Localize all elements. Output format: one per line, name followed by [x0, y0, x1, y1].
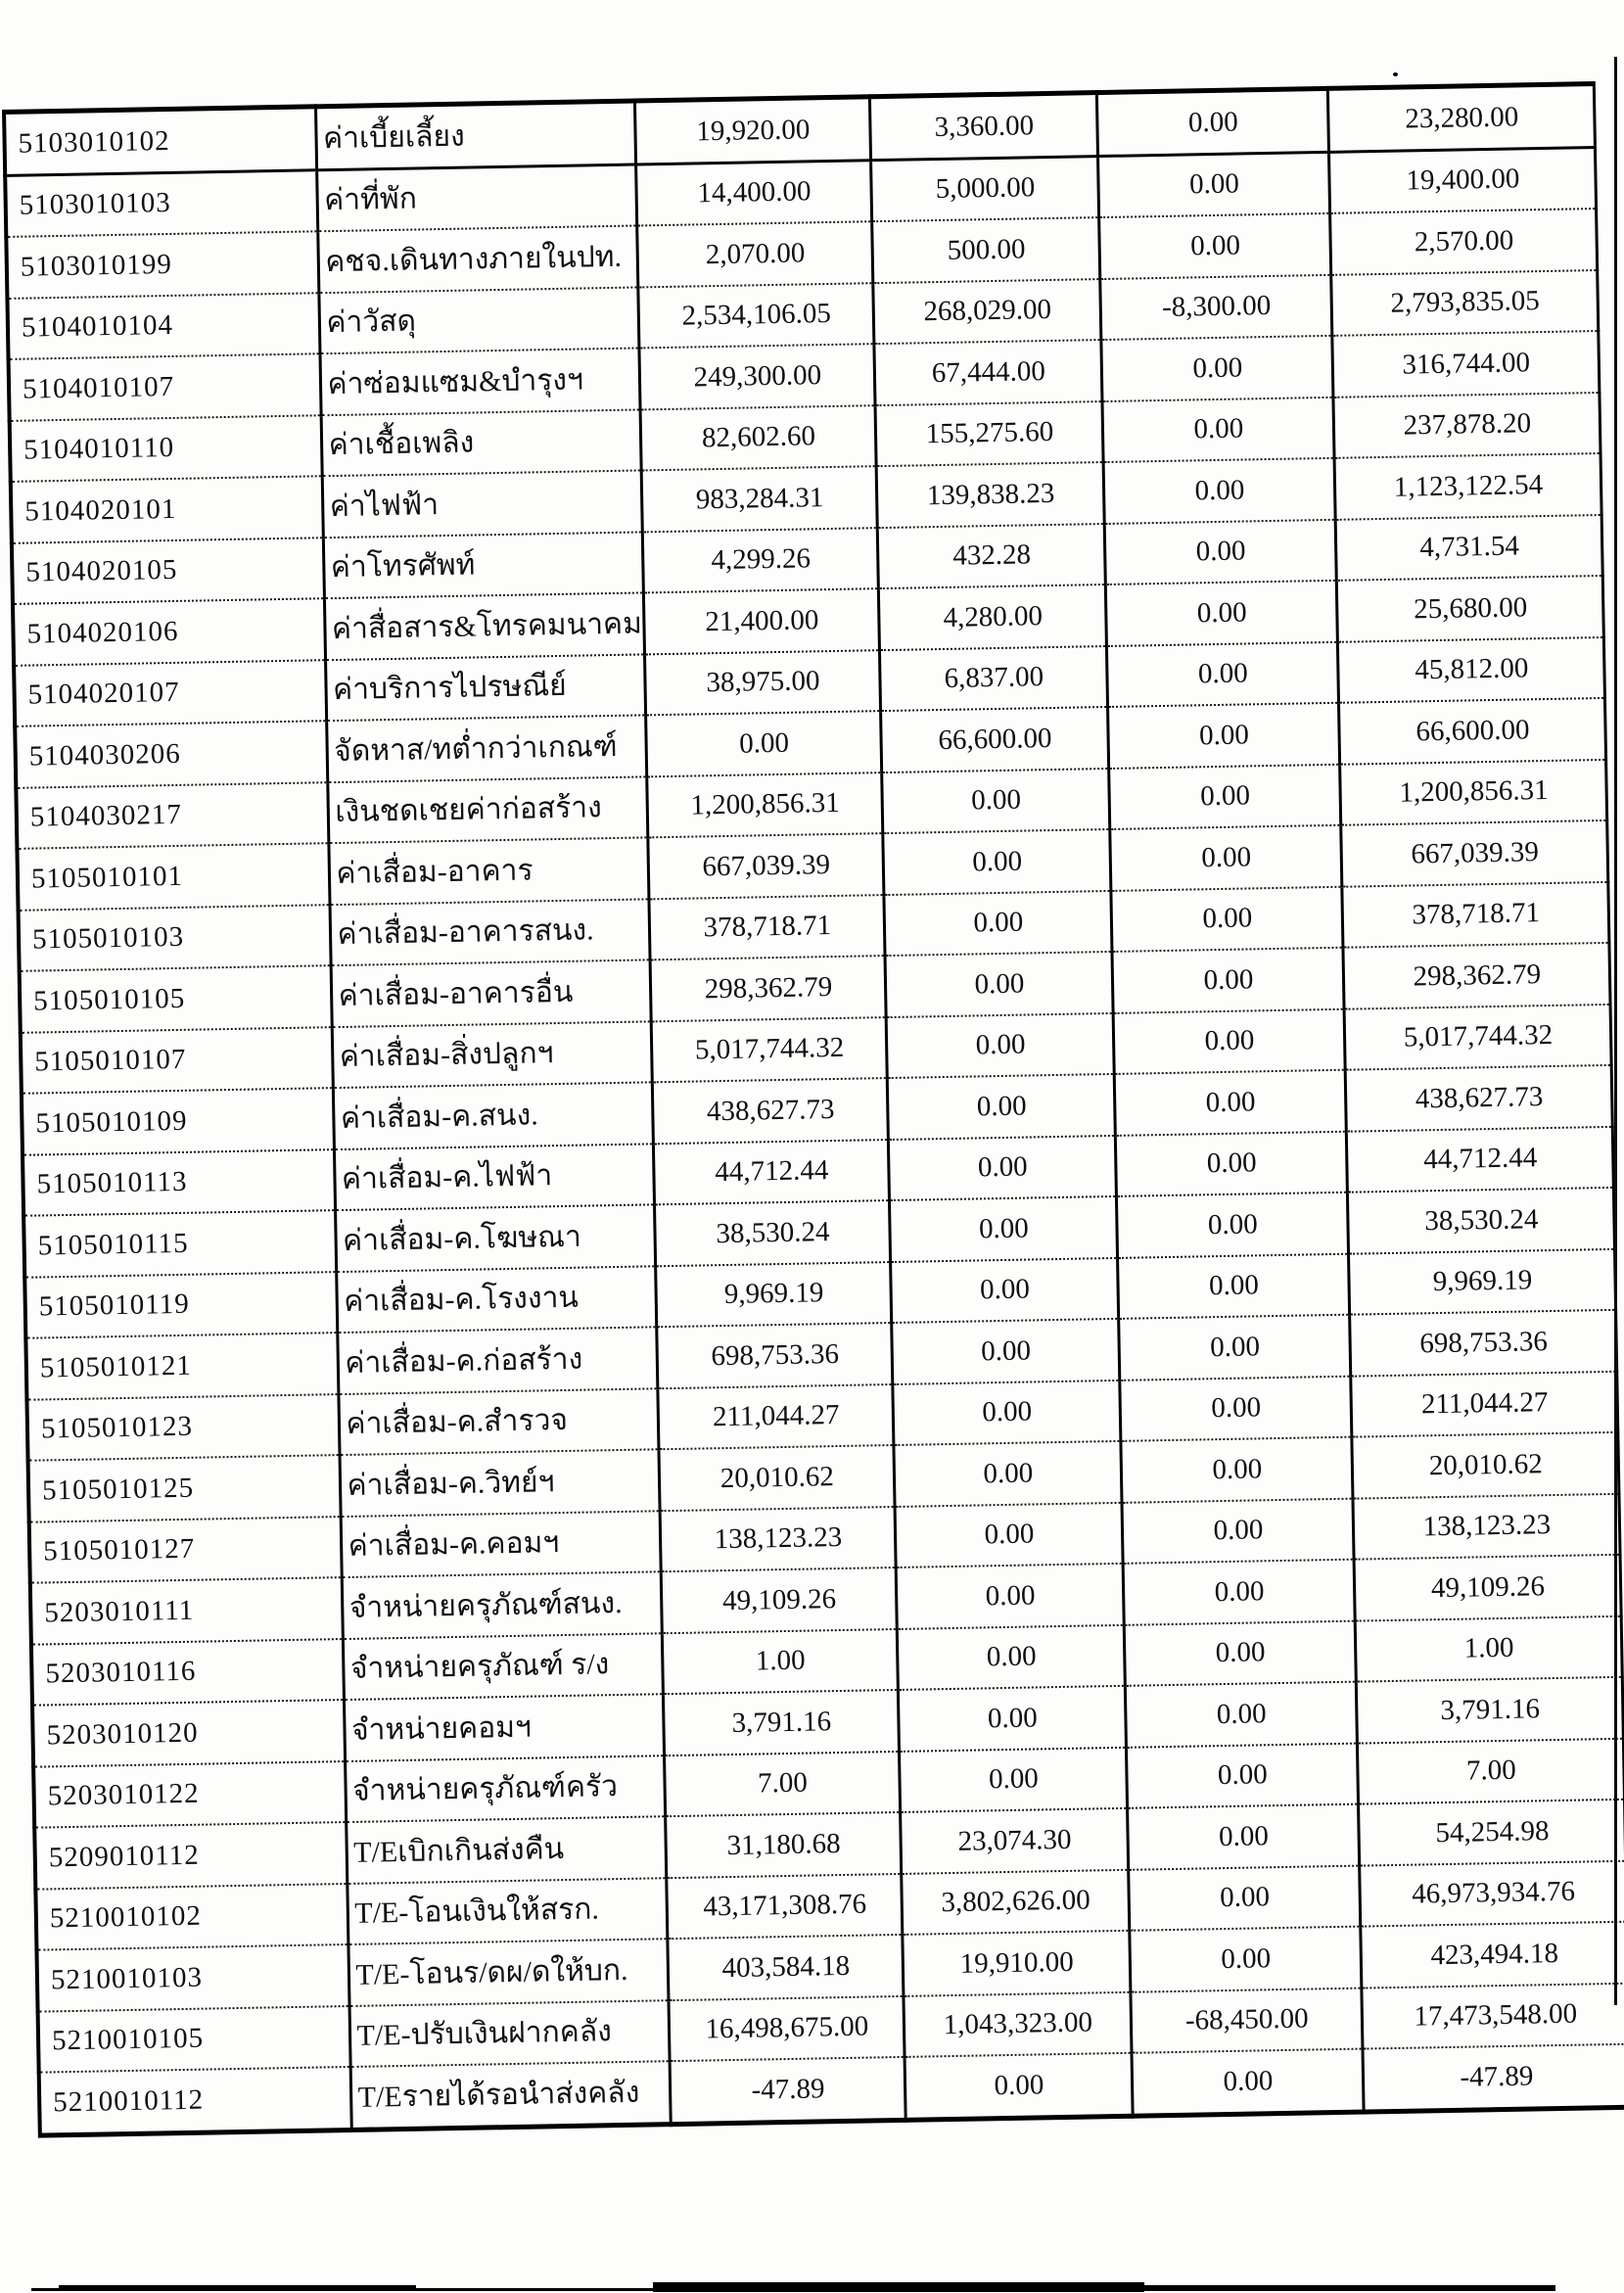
account-code-cell: 5104010110 [10, 415, 322, 482]
account-ledger-table [2, 81, 1624, 2137]
amount3-cell: 0.00 [1097, 88, 1329, 156]
account-code-cell: 5105010107 [21, 1027, 333, 1094]
amount3-cell: 0.00 [1120, 1376, 1352, 1441]
amount2-cell: 0.00 [893, 1380, 1121, 1445]
total-cell: 2,793,835.05 [1331, 270, 1599, 336]
account-name-cell: จำหน่ายครุภัณฑ์ ร/ง [343, 1633, 664, 1700]
account-code-cell: 5105010115 [23, 1210, 336, 1277]
ledger-sheet [2, 81, 1624, 2137]
amount3-cell: 0.00 [1113, 1008, 1345, 1074]
total-cell: 66,600.00 [1339, 698, 1606, 764]
amount3-cell: 0.00 [1118, 1253, 1350, 1319]
account-table-body [4, 84, 1624, 2135]
account-code-cell: 5105010121 [25, 1333, 338, 1399]
amount2-cell: 5,000.00 [871, 156, 1099, 221]
account-code-cell: 5103010103 [5, 169, 317, 237]
account-name-cell: T/Eเบิกเกินส่งคืน [346, 1816, 667, 1883]
amount2-cell: 0.00 [882, 768, 1110, 833]
amount3-cell: 0.00 [1107, 641, 1339, 707]
amount3-cell: 0.00 [1111, 886, 1343, 952]
amount3-cell: 0.00 [1116, 1131, 1348, 1196]
account-code-cell: 5203010116 [31, 1639, 344, 1706]
scan-bottom-bar-segment [1144, 2285, 1555, 2291]
amount1-cell: 16,498,675.00 [669, 1995, 905, 2061]
total-cell: 25,680.00 [1337, 576, 1604, 641]
total-cell: 17,473,548.00 [1362, 1983, 1624, 2048]
account-name-cell: ค่าเชื้อเพลิง [321, 409, 642, 476]
amount2-cell: 155,275.60 [875, 401, 1103, 467]
total-cell: 23,280.00 [1404, 101, 1519, 135]
account-name-cell: T/Eรายได้รอนำส่งคลัง [350, 2061, 672, 2129]
account-code-cell: 5210010112 [39, 2067, 351, 2135]
amount2-cell: 0.00 [891, 1257, 1119, 1323]
scan-bottom-bar-segment [653, 2282, 1144, 2292]
account-code-cell: 5210010103 [36, 1944, 348, 2011]
account-code-cell: 5210010105 [38, 2005, 350, 2072]
total-cell: 2,570.00 [1330, 209, 1598, 274]
total-cell: 4,731.54 [1336, 514, 1603, 580]
amount1-cell: 20,010.62 [659, 1445, 895, 1511]
amount2-cell: 500.00 [872, 217, 1100, 283]
amount2-cell: 0.00 [892, 1319, 1120, 1384]
amount2-cell: 3,802,626.00 [902, 1869, 1130, 1935]
amount1-cell: 7.00 [665, 1751, 901, 1816]
total-cell: 298,362.79 [1343, 943, 1610, 1008]
total-cell: 378,718.71 [1342, 881, 1609, 947]
amount2-cell: 0.00 [895, 1502, 1123, 1568]
account-code-cell: 5104030217 [16, 782, 328, 849]
amount3-cell: 0.00 [1102, 397, 1334, 462]
account-name-cell: T/E-ปรับเงินฝากคลัง [349, 2000, 671, 2067]
account-name-cell: จำหน่ายครุภัณฑ์ครัว [345, 1755, 666, 1822]
total-cell: 316,744.00 [1332, 331, 1600, 397]
total-cell: 20,010.62 [1352, 1432, 1619, 1498]
account-name-cell: T/E-โอนร/ดผ/ดให้บก. [348, 1939, 669, 2005]
amount2-cell: 0.00 [889, 1135, 1117, 1200]
amount1-cell: 1.00 [663, 1628, 899, 1694]
account-name-cell: ค่าไฟฟ้า [322, 470, 643, 537]
total-cell: 49,109.26 [1354, 1555, 1621, 1620]
account-code-cell: 5103010102 [4, 107, 316, 175]
amount1-cell: 4,299.26 [643, 528, 879, 593]
account-code-cell: 5203010120 [32, 1700, 345, 1766]
amount1-cell: 49,109.26 [662, 1568, 898, 1633]
account-name-cell: ค่าเสื่อม-สิ่งปลูกฯ [332, 1021, 653, 1088]
account-code-cell: 5105010119 [24, 1272, 337, 1338]
amount1-cell: 667,039.39 [648, 833, 884, 899]
amount3-cell: 0.00 [1132, 2049, 1364, 2116]
account-name-cell: ค่าโทรศัพท์ [323, 532, 644, 598]
amount2-cell: 3,360.00 [870, 93, 1098, 161]
account-code-cell: 5105010125 [28, 1455, 341, 1521]
amount1-cell: 38,530.24 [655, 1200, 891, 1266]
account-code-cell: 5105010105 [20, 965, 332, 1032]
account-name-cell: ค่าที่พัก [316, 164, 637, 231]
amount3-cell: -68,450.00 [1131, 1988, 1363, 2053]
amount1-cell: 698,753.36 [657, 1323, 893, 1388]
account-code-cell: 5105010123 [26, 1394, 339, 1461]
amount3-cell: 0.00 [1112, 948, 1344, 1013]
amount3-cell: 0.00 [1101, 336, 1333, 401]
scan-bottom-bar-segment [416, 2288, 653, 2291]
amount1-cell: 2,534,106.05 [638, 283, 874, 349]
account-name-cell: ค่าเสื่อม-ค.ไฟฟ้า [334, 1144, 655, 1210]
account-code-cell: 5104020106 [13, 598, 325, 665]
amount3-cell: 0.00 [1108, 703, 1340, 769]
amount1-cell: 43,171,308.76 [667, 1873, 903, 1939]
amount1-cell: 2,070.00 [637, 221, 873, 287]
account-name-cell: ค่าบริการไปรษณีย์ [325, 654, 646, 721]
amount3-cell: 0.00 [1119, 1315, 1351, 1380]
account-name-cell: ค่าเสื่อม-ค.โรงงาน [336, 1266, 657, 1333]
account-name-cell: ค่าเสื่อม-อาคารอื่น [331, 959, 652, 1026]
account-code-cell: 5105010101 [17, 843, 329, 910]
amount3-cell: 0.00 [1098, 152, 1330, 217]
total-cell: 1,200,856.31 [1340, 759, 1607, 824]
amount3-cell: 0.00 [1130, 1927, 1362, 1992]
amount1-cell: 298,362.79 [650, 956, 886, 1021]
total-cell: -47.89 [1363, 2044, 1624, 2112]
total-cell: 44,712.44 [1347, 1126, 1614, 1192]
total-cell: 54,254.98 [1359, 1800, 1624, 1865]
amount2-cell: 0.00 [900, 1747, 1128, 1812]
account-code-cell: 5209010112 [34, 1822, 347, 1889]
amount1-cell: 403,584.18 [668, 1935, 904, 2000]
account-code-cell: 5104010107 [9, 353, 321, 420]
amount3-cell: 0.00 [1115, 1070, 1347, 1136]
amount2-cell: 0.00 [890, 1196, 1118, 1262]
account-name-cell: ค่าเสื่อม-ค.วิทย์ฯ [340, 1449, 661, 1516]
amount1-cell: 249,300.00 [639, 344, 875, 409]
amount3-cell: 0.00 [1103, 458, 1335, 524]
amount1-cell: 44,712.44 [654, 1140, 890, 1205]
account-code-cell: 5105010103 [19, 905, 331, 971]
total-cell: 5,017,744.32 [1344, 1004, 1611, 1069]
account-name-cell: ค่าเสื่อม-ค.สนง. [333, 1082, 654, 1148]
amount1-cell: 438,627.73 [653, 1078, 889, 1144]
amount1-cell: 1,200,856.31 [647, 772, 883, 838]
amount2-cell: 67,444.00 [874, 340, 1102, 405]
amount2-cell: 0.00 [883, 829, 1111, 895]
total-cell: 211,044.27 [1351, 1371, 1618, 1436]
account-name-cell: ค่าเบี้ยเลี้ยง [315, 101, 636, 169]
total-cell: 1,123,122.54 [1334, 453, 1601, 519]
amount2-cell: 139,838.23 [877, 462, 1105, 528]
total-cell: 698,753.36 [1350, 1310, 1617, 1376]
amount2-cell: 6,837.00 [880, 645, 1108, 711]
amount3-cell: 0.00 [1121, 1437, 1353, 1503]
amount1-cell: 31,180.68 [666, 1812, 902, 1878]
amount3-cell: 0.00 [1126, 1682, 1358, 1748]
amount3-cell: 0.00 [1105, 519, 1337, 585]
amount2-cell: 0.00 [888, 1074, 1116, 1140]
amount1-cell: 38,975.00 [645, 650, 881, 716]
account-code-cell: 5104020101 [11, 476, 323, 542]
total-cell: 19,400.00 [1329, 147, 1597, 213]
total-cell: 423,494.18 [1361, 1922, 1624, 1988]
amount1-cell: 138,123.23 [660, 1506, 896, 1571]
account-name-cell: ค่าเสื่อม-อาคาร [328, 837, 649, 904]
account-name-cell: เงินชดเชยค่าก่อสร้าง [327, 776, 648, 843]
account-name-cell: จัดหาส/ทต่ำกว่าเกณฑ์ [326, 715, 647, 781]
account-name-cell: ค่าเสื่อม-ค.โฆษณา [335, 1204, 656, 1271]
account-name-cell: ค่าซ่อมแซม&บำรุงฯ [319, 348, 640, 414]
account-name-cell: T/E-โอนเงินให้สรก. [347, 1878, 668, 1944]
amount3-cell: 0.00 [1128, 1804, 1360, 1870]
amount2-cell: 1,043,323.00 [904, 1991, 1132, 2057]
total-cell: 46,973,934.76 [1360, 1860, 1624, 1926]
amount3-cell: 0.00 [1129, 1865, 1361, 1931]
account-name-cell: ค่าเสื่อม-ค.คอมฯ [341, 1511, 662, 1577]
amount1-cell: 211,044.27 [658, 1384, 894, 1450]
account-code-cell: 5104030206 [15, 721, 327, 787]
total-cell: 45,812.00 [1338, 636, 1605, 702]
amount2-cell: 268,029.00 [873, 279, 1101, 345]
total-cell: 237,878.20 [1333, 392, 1601, 457]
account-name-cell: ค่าเสื่อม-อาคารสนง. [330, 899, 651, 965]
amount1-cell: 21,400.00 [644, 588, 880, 654]
amount2-cell: 0.00 [905, 2053, 1133, 2120]
amount3-cell: 0.00 [1125, 1620, 1357, 1686]
account-code-cell: 5104020107 [14, 660, 326, 726]
account-code-cell: 5203010122 [33, 1761, 346, 1828]
amount2-cell: 432.28 [878, 524, 1106, 589]
account-name-cell: ค่าสื่อสาร&โทรคมนาคม [324, 592, 645, 659]
amount1-cell: 378,718.71 [649, 895, 885, 960]
amount2-cell: 0.00 [885, 952, 1113, 1017]
amount1-cell: 9,969.19 [656, 1262, 892, 1328]
account-code-cell: 5105010109 [22, 1088, 334, 1154]
account-name-cell: ค่าวัสดุ [318, 287, 639, 353]
account-code-cell: 5103010199 [6, 231, 318, 298]
amount3-cell: 0.00 [1122, 1498, 1354, 1564]
amount1-cell: 14,400.00 [636, 160, 872, 225]
total-cell: 38,530.24 [1348, 1188, 1615, 1253]
amount3-cell: 0.00 [1109, 764, 1341, 829]
total-cell: 9,969.19 [1349, 1248, 1616, 1314]
amount3-cell: 0.00 [1127, 1743, 1359, 1808]
account-code-cell: 5105010113 [23, 1149, 335, 1216]
amount3-cell: 0.00 [1117, 1193, 1349, 1258]
account-name-cell: ค่าเสื่อม-ค.สำรวจ [338, 1388, 659, 1455]
total-cell: 7.00 [1358, 1738, 1624, 1803]
amount1-cell: 82,602.60 [640, 405, 876, 471]
account-code-cell: 5203010111 [30, 1577, 343, 1644]
amount2-cell: 4,280.00 [879, 585, 1107, 650]
total-cell: 1.00 [1356, 1615, 1623, 1681]
account-name-cell: จำหน่ายครุภัณฑ์สนง. [342, 1571, 663, 1638]
account-name-cell: คชจ.เดินทางภายในปท. [317, 225, 638, 292]
amount2-cell: 0.00 [887, 1012, 1115, 1078]
amount1-cell: 19,920.00 [635, 97, 871, 164]
account-code-cell: 5105010127 [29, 1517, 342, 1583]
total-cell: 438,627.73 [1346, 1065, 1613, 1131]
amount2-cell: 0.00 [898, 1624, 1126, 1690]
amount2-cell: 0.00 [897, 1564, 1125, 1629]
amount1-cell: 3,791.16 [664, 1690, 900, 1755]
scan-bottom-bar-segment [31, 2288, 61, 2291]
amount2-cell: 66,600.00 [881, 707, 1109, 772]
amount2-cell: 0.00 [884, 890, 1112, 956]
ink-speck-artifact [1393, 72, 1398, 76]
amount3-cell: 0.00 [1106, 581, 1338, 646]
account-name-cell: จำหน่ายคอมฯ [344, 1694, 665, 1760]
amount3-cell: 0.00 [1110, 825, 1342, 891]
amount1-cell: 0.00 [646, 711, 882, 776]
total-cell: 667,039.39 [1341, 820, 1608, 886]
account-code-cell: 5210010102 [35, 1884, 348, 1950]
total-cell: 138,123.23 [1353, 1493, 1620, 1559]
amount1-cell: -47.89 [670, 2057, 905, 2124]
account-code-cell: 5104010104 [7, 293, 319, 359]
account-code-cell: 5104020105 [12, 538, 324, 604]
amount3-cell: 0.00 [1099, 213, 1331, 279]
total-cell: 3,791.16 [1357, 1677, 1624, 1743]
amount1-cell: 983,284.31 [642, 466, 878, 532]
amount2-cell: 0.00 [899, 1686, 1127, 1752]
amount3-cell: -8,300.00 [1100, 274, 1332, 340]
scan-right-edge-artifact [1614, 57, 1617, 2005]
amount2-cell: 19,910.00 [903, 1931, 1131, 1996]
amount2-cell: 0.00 [894, 1441, 1122, 1507]
scan-bottom-bar-segment [59, 2285, 416, 2291]
amount2-cell: 23,074.30 [901, 1808, 1129, 1874]
amount1-cell: 5,017,744.32 [652, 1017, 888, 1083]
amount3-cell: 0.00 [1124, 1560, 1356, 1625]
account-name-cell: ค่าเสื่อม-ค.ก่อสร้าง [337, 1327, 658, 1393]
